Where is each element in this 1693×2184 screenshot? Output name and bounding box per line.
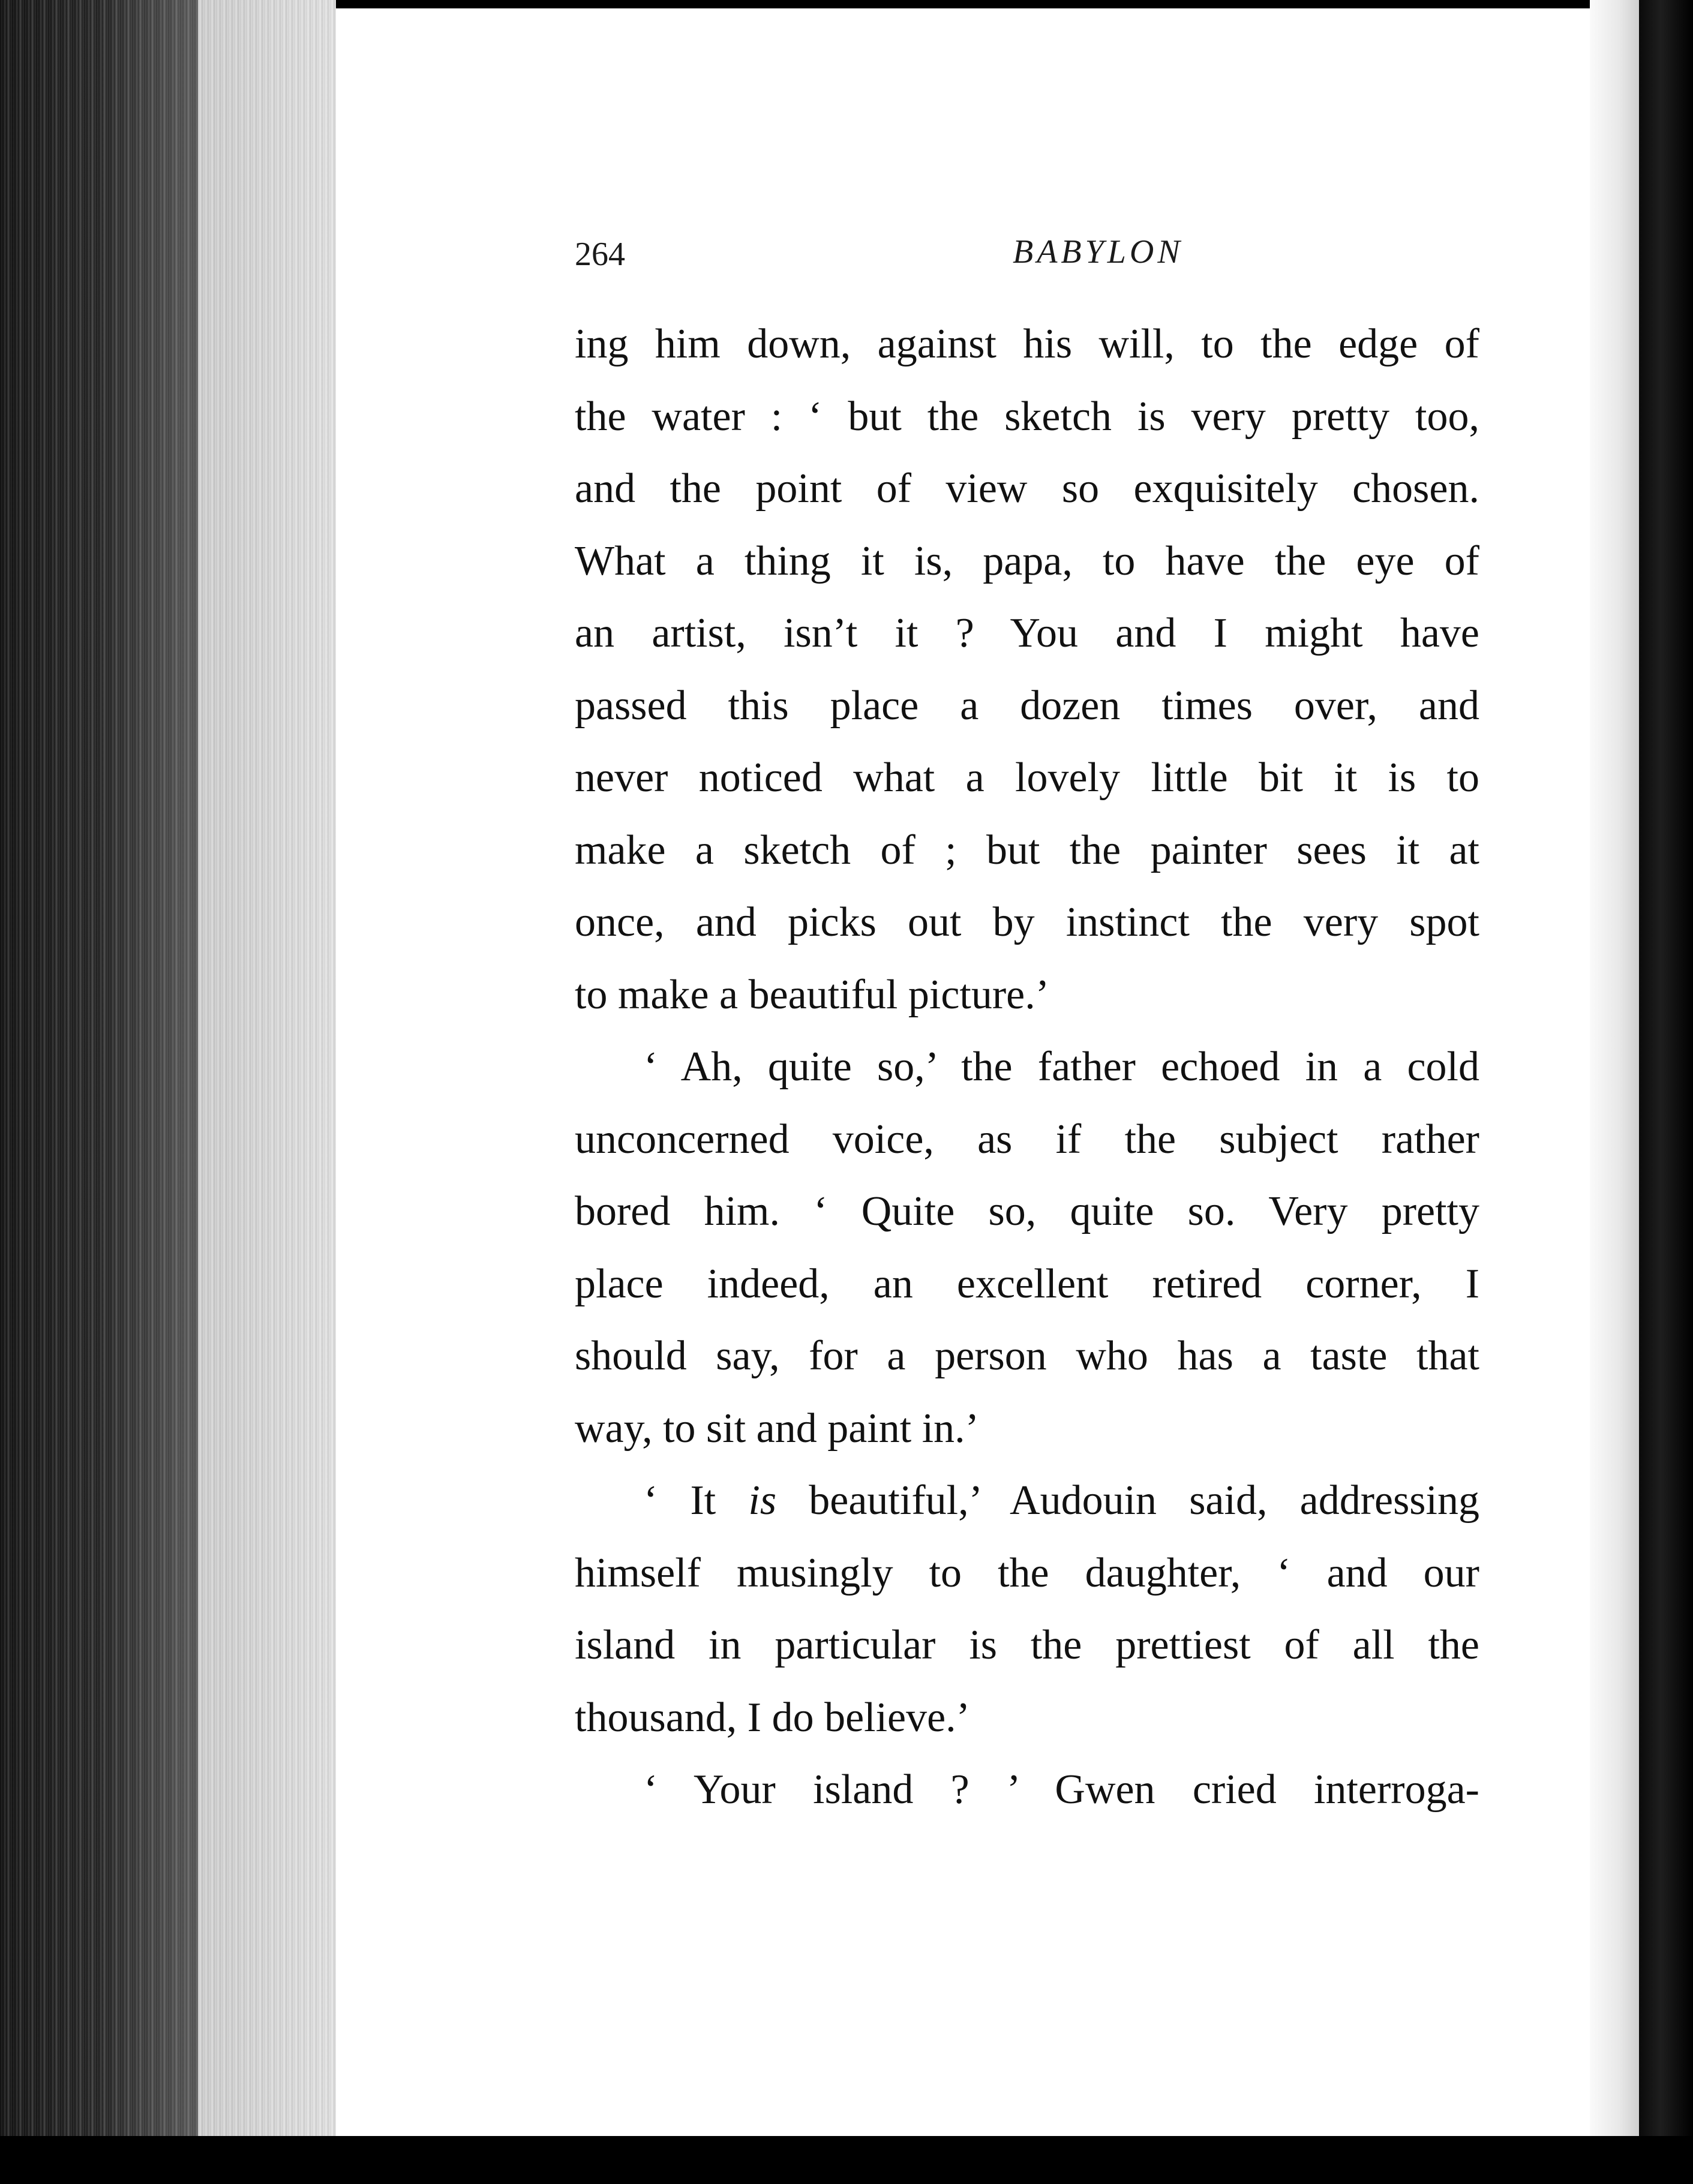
text-line: ‘ It is beautiful,’ Audouin said, addressing [644,1477,1479,1524]
text-line: unconcerned voice, as if the subject rather [575,1116,1479,1162]
text-line: place indeed, an excellent retired corner, I [575,1260,1479,1307]
text-line: ing him down, against his will, to the edge of [575,321,1479,367]
page-gutter-shadow [1590,0,1639,2153]
text-line: himself musingly to the daughter, ‘ and our [575,1549,1479,1596]
page-header [575,235,1535,277]
text-line: the water : ‘ but the sketch is very pretty too, [575,393,1479,440]
text-line: to make a beautiful picture.’ [575,971,1050,1018]
text-line: passed this place a dozen times over, and [575,682,1479,729]
text-line: way, to sit and paint in.’ [575,1405,979,1452]
book-binding-edge [1639,0,1693,2184]
text-line: ‘ Your island ? ’ Gwen cried interroga- [644,1767,1479,1813]
scan-bottom-border [0,2136,1693,2184]
text-line: an artist, isn’t it ? You and I might have [575,610,1479,656]
text-line: island in particular is the prettiest of all the [575,1622,1479,1668]
book-page [336,8,1590,2132]
text-line: once, and picks out by instinct the very spot [575,899,1479,945]
running-head: BABYLON [1013,233,1184,271]
text-line: bored him. ‘ Quite so, quite so. Very pretty [575,1188,1479,1234]
body-text [575,308,1479,1826]
text-line: and the point of view so exquisitely chosen. [575,465,1479,512]
text-line: should say, for a person who has a taste that [575,1333,1479,1379]
page-number: 264 [575,236,625,273]
text-line: What a thing it is, papa, to have the eye of [575,537,1479,584]
text-line: thousand, I do believe.’ [575,1694,970,1741]
book-page-edges-light [198,0,336,2153]
text-line: make a sketch of ; but the painter sees it at [575,827,1479,873]
text-line: ‘ Ah, quite so,’ the father echoed in a cold [644,1044,1479,1090]
text-line: never noticed what a lovely little bit it is to [575,755,1479,801]
